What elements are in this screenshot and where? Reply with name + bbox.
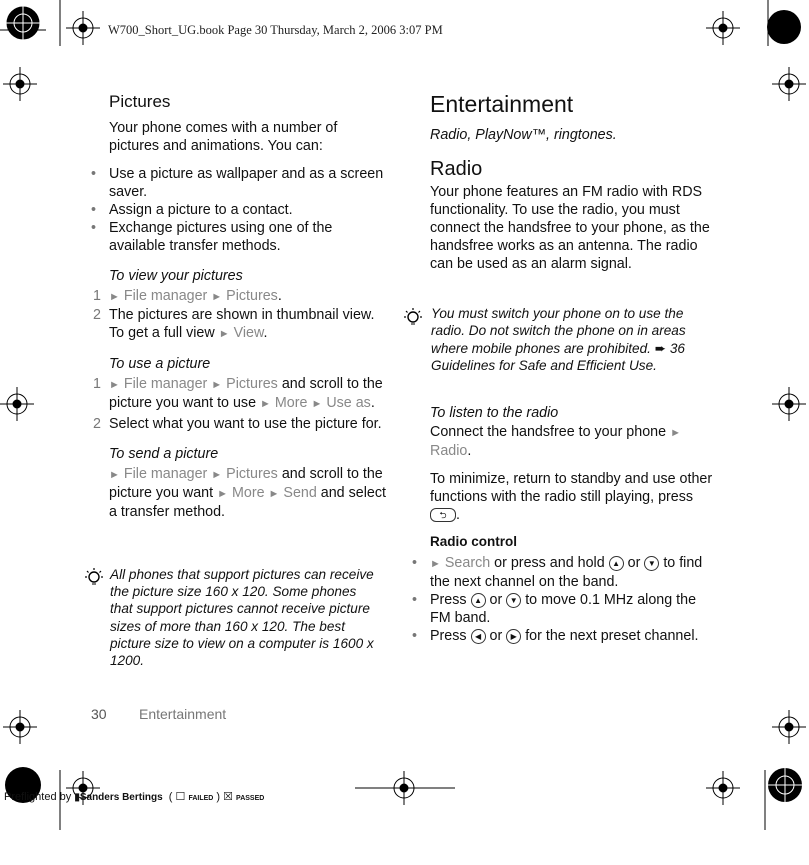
radio-control-list — [430, 554, 715, 645]
passed-checkbox: ☒ — [223, 791, 233, 803]
use-step-1: 1 ► File manager ► Pictures and scroll to the picture you want to use ► More ► Use as. — [93, 376, 383, 411]
footer-section-label: Entertainment — [139, 706, 227, 722]
joystick-right-icon: ▶ — [506, 629, 521, 644]
heading-send-picture: To send a picture — [109, 446, 219, 462]
menu-path-search: Search — [444, 555, 491, 571]
back-key-icon: ⮌ — [430, 508, 456, 522]
heading-radio-control: Radio control — [430, 534, 517, 549]
list-item: • Press ◀ or ▶ for the next preset channel. — [430, 627, 715, 645]
section-title-pictures: Pictures — [109, 92, 171, 111]
send-instructions: ► File manager ► Pictures and scroll to the picture you want ► More ► Send and select a transfer method. — [109, 466, 386, 520]
right-column — [430, 91, 712, 273]
list-item: • Assign a picture to a contact. — [109, 201, 391, 219]
safety-reference: 36 Guidelines for Safe and Efficient Use. — [431, 340, 685, 373]
joystick-down-icon: ▼ — [644, 556, 659, 571]
lightbulb-tip-icon — [402, 307, 424, 329]
joystick-up-icon: ▲ — [471, 593, 486, 608]
arrow-ref-icon: ➨ — [654, 340, 667, 356]
preflight-logo: ▮Sanders Bertings — [74, 792, 163, 803]
menu-path-pictures: Pictures — [226, 288, 278, 304]
page-number: 30 — [91, 706, 107, 722]
section-title-radio: Radio — [430, 158, 483, 180]
pictures-tip-text: All phones that support pictures can receive the picture size 160 x 120. Some phones that support pictures cannot receive picture sizes of more than 160 x 120. The best picture size to view on a computer is 1600 x 1200. — [110, 567, 374, 669]
lightbulb-tip-icon — [83, 567, 105, 589]
use-step-2: 2 Select what you want to use the picture for. — [93, 416, 382, 432]
failed-checkbox: ☐ — [175, 791, 186, 803]
pictures-intro: Your phone comes with a number of pictures and animations. You can: — [109, 120, 338, 154]
view-step-1: 1 ► File manager ► Pictures. — [93, 288, 282, 304]
radio-description: Your phone features an FM radio with RDS functionality. To use the radio, you must connect the handsfree to your phone, as the handsfree works as an antenna. The radio can be used as an alarm signal. — [430, 184, 710, 272]
left-column — [93, 92, 391, 521]
menu-path-radio: Radio — [430, 443, 468, 459]
list-item: • ► Search or press and hold ▲ or ▼ to find the next channel on the band. — [430, 554, 715, 591]
heading-view-pictures: To view your pictures — [109, 268, 243, 284]
menu-path-file-manager: File manager — [123, 288, 208, 304]
list-item: • Press ▲ or ▼ to move 0.1 MHz along the FM band. — [430, 591, 715, 627]
radio-tip-text: You must switch your phone on to use the radio. Do not switch the phone on in areas where mobile phones are prohibited. ➨ 36 Guidelines for Safe and Efficient Use. — [431, 306, 686, 373]
minimize-instructions: To minimize, return to standby and use other functions with the radio still playing, press ⮌ . — [430, 471, 713, 523]
page-header: W700_Short_UG.book Page 30 Thursday, March 2, 2006 3:07 PM — [108, 23, 443, 37]
joystick-down-icon: ▼ — [506, 593, 521, 608]
right-column-lower — [430, 404, 715, 645]
joystick-left-icon: ◀ — [471, 629, 486, 644]
reg-target-tl — [5, 5, 41, 41]
joystick-up-icon: ▲ — [609, 556, 624, 571]
heading-listen-radio: To listen to the radio — [430, 405, 559, 421]
preflight-stamp: Preflighted by ▮Sanders Bertings ( ☐ FAILED ) ☒ PASSED — [4, 791, 265, 803]
pictures-bullet-list — [109, 165, 391, 255]
entertainment-subtitle: Radio, PlayNow™, ringtones. — [430, 127, 617, 143]
listen-instructions: Connect the handsfree to your phone ► Radio. — [430, 424, 681, 459]
menu-path-view: View — [233, 325, 264, 341]
page-title-entertainment: Entertainment — [430, 91, 574, 117]
heading-use-picture: To use a picture — [109, 356, 211, 372]
list-item: • Use a picture as wallpaper and as a screen saver. — [109, 165, 391, 201]
view-step-2: 2 The pictures are shown in thumbnail view. To get a full view ► View. — [93, 307, 375, 341]
list-item: • Exchange pictures using one of the available transfer methods. — [109, 219, 391, 255]
